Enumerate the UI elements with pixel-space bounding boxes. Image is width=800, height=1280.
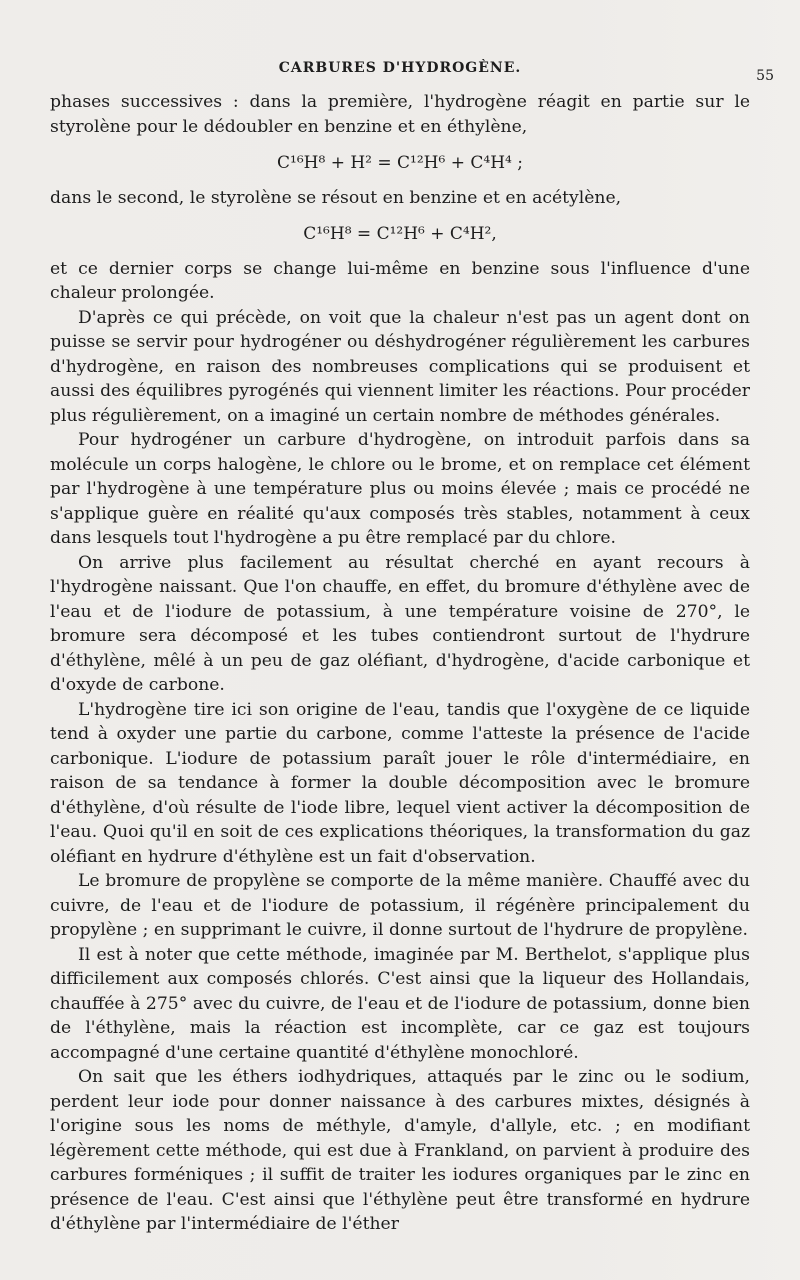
paragraph: On arrive plus facilement au résultat cherché en ayant recours à l'hydrogène naissant. Que l'on chauffe, en effet, du bromure d'éthylène avec de l'eau et de l'iodure de potassium, à une température voisine de 270°, le bromure sera décomposé et les tubes contiendront surtout de l'hydrure d'éthylène, mêlé à un peu de gaz oléfiant, d'hydrogène, d'acide carbonique et d'oxyde de carbone. (50, 552, 750, 695)
paragraph: phases successives : dans la première, l'hydrogène réagit en partie sur le styrolène pour le dédoubler en benzine et en éthylène, (50, 92, 750, 137)
running-header: CARBURES D'HYDROGÈNE. (278, 60, 522, 76)
paragraph: On sait que les éthers iodhydriques, attaqués par le zinc ou le sodium, perdent leur iode pour donner naissance à des carbures mixtes, désignés à l'origine sous les noms de méthyle, d'amyle, d'allyle, etc. ; en modifiant légèrement cette méthode, qui est due à Frankland, on parvient à produire des carbures forméniques ; il suffit de traiter les iodures organiques par le zinc en présence de l'eau. C'est ainsi que l'éthylène peut être transformé en hydrure d'éthylène par l'intermédiaire de l'éther (50, 1067, 750, 1234)
paragraph: et ce dernier corps se change lui-même en benzine sous l'influence d'une chaleur prolongée. (50, 258, 750, 303)
paragraph: Il est à noter que cette méthode, imaginée par M. Berthelot, s'applique plus difficilement aux composés chlorés. C'est ainsi que la liqueur des Hollandais, chauffée à 275° avec du cuivre, de l'eau et de l'iodure de potassium, donne bien de l'éthylène, mais la réaction est incomplète, car ce gaz est toujours accompagné d'une certaine quantité d'éthylène monochloré. (50, 944, 750, 1063)
page-number: 55 (756, 68, 774, 84)
paragraph: Le bromure de propylène se comporte de la même manière. Chauffé avec du cuivre, de l'eau et de l'iodure de potassium, il régénère principalement du propylène ; en supprimant le cuivre, il donne surtout de l'hydrure de propylène. (50, 871, 750, 940)
paragraph: D'après ce qui précède, on voit que la chaleur n'est pas un agent dont on puisse se servir pour hydrogéner ou déshydrogéner régulièrement les carbures d'hydrogène, en raison des nombreuses complications qui se produisent et aussi des équilibres pyrogénés qui viennent limiter les réactions. Pour procéder plus régulièrement, on a imaginé un certain nombre de méthodes générales. (50, 307, 750, 426)
paragraph: L'hydrogène tire ici son origine de l'eau, tandis que l'oxygène de ce liquide tend à oxyder une partie du carbone, comme l'atteste la présence de l'acide carbonique. L'iodure de potassium paraît jouer le rôle d'intermédiaire, en raison de sa tendance à former la double décomposition avec le bromure d'éthylène, d'où résulte de l'iode libre, lequel vient activer la décomposition de l'eau. Quoi qu'il en soit de ces explications théoriques, la transformation du gaz oléfiant en hydrure d'éthylène est un fait d'observation. (50, 699, 750, 867)
chemical-equation: C¹⁶H⁸ + H² = C¹²H⁶ + C⁴H⁴ ; (277, 153, 523, 173)
body-text (50, 90, 750, 1237)
chemical-equation: C¹⁶H⁸ = C¹²H⁶ + C⁴H², (303, 224, 497, 244)
paragraph: Pour hydrogéner un carbure d'hydrogène, on introduit parfois dans sa molécule un corps halogène, le chlore ou le brome, et on remplace cet élément par l'hydrogène à une température plus ou moins élevée ; mais ce procédé ne s'applique guère en réalité qu'aux composés très stables, notamment à ceux dans lesquels tout l'hydrogène a pu être remplacé par du chlore. (50, 430, 750, 548)
paragraph: dans le second, le styrolène se résout en benzine et en acétylène, (50, 187, 622, 208)
